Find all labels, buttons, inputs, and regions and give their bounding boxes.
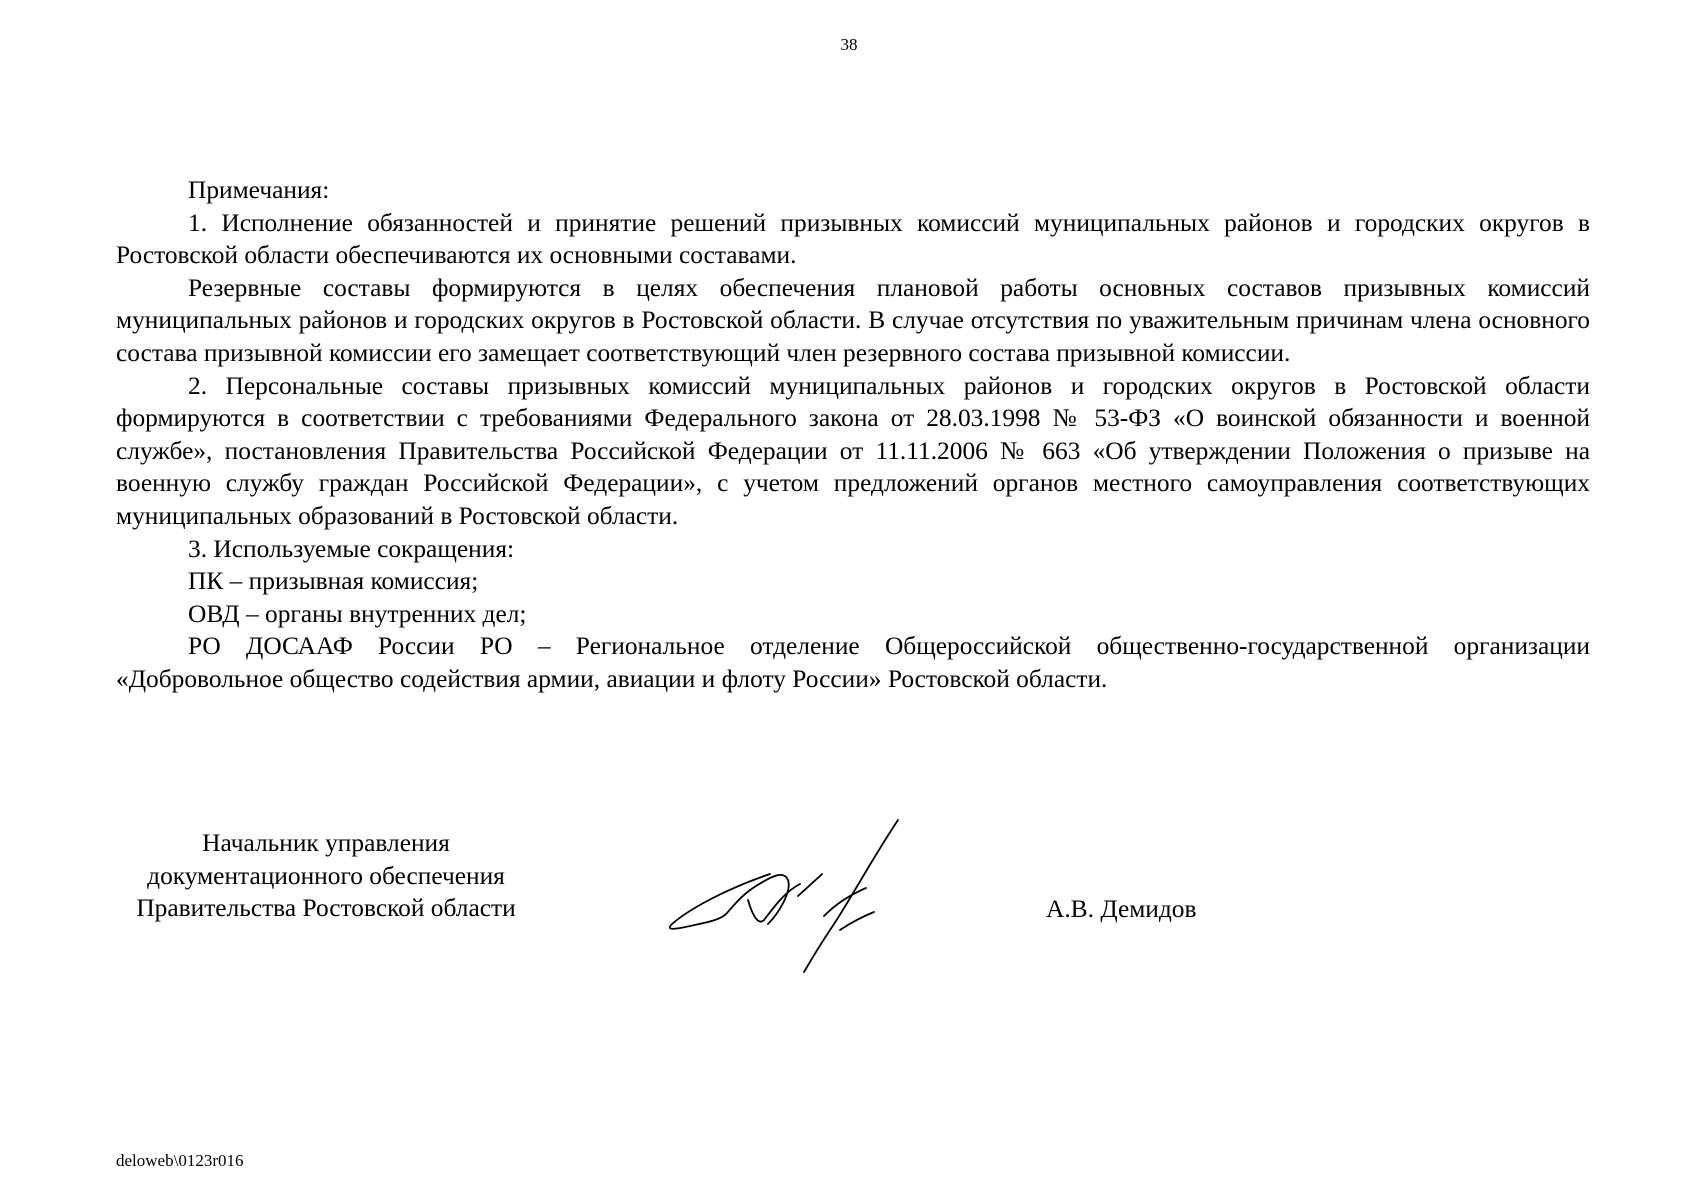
- notes-heading: Примечания:: [188, 176, 330, 204]
- signer-title-line-2: документационного обеспечения: [147, 861, 505, 890]
- handwritten-signature: [660, 812, 960, 982]
- note-paragraph-reserve: Резервные составы формируются в целях обеспечения плановой работы основных составов призывных комиссий муниципальных районов и городских округов в Ростовской области. В случае отсутствия по уважительным причинам члена основного состава призывной комиссии его замещает соответствующий член резервного состава призывной комиссии.: [116, 273, 1590, 367]
- notes-section: [116, 174, 1590, 696]
- note-paragraph-3: 3. Используемые сокращения:: [188, 534, 515, 563]
- signer-title-line-3: Правительства Ростовской области: [136, 894, 516, 923]
- abbreviation-ovd: ОВД – органы внутренних дел;: [188, 599, 527, 628]
- abbreviation-dosaaf: РО ДОСААФ России РО – Региональное отделение Общероссийской общественно-государственной организации «Добровольное общество содействия армии, авиации и флоту России» Ростовской области.: [116, 632, 1590, 693]
- signer-title-line-1: Начальник управления: [202, 829, 450, 857]
- document-code: deloweb\0123r016: [116, 1151, 244, 1170]
- signer-title: [106, 827, 546, 925]
- page-number: 38: [840, 35, 858, 54]
- abbreviation-pk: ПК – призывная комиссия;: [188, 567, 479, 596]
- note-paragraph-1: 1. Исполнение обязанностей и принятие решений призывных комиссий муниципальных районов и городских округов в Ростовской области обеспечиваются их основными составами.: [116, 208, 1590, 270]
- signer-name: А.В. Демидов: [1046, 895, 1197, 923]
- note-paragraph-2: 2. Персональные составы призывных комиссий муниципальных районов и городских округов в Ростовской области формируются в соответствии с требованиями Федерального закона от 28.03.1998 № 53-ФЗ «О воинской обязанности и военной службе», постановления Правительства Российской Федерации от 11.11.2006 № 663 «Об утверждении Положения о призыве на военную службу граждан Российской Федерации», с учетом предложений органов местного самоуправления соответствующих муниципальных образований в Ростовской области.: [116, 371, 1590, 530]
